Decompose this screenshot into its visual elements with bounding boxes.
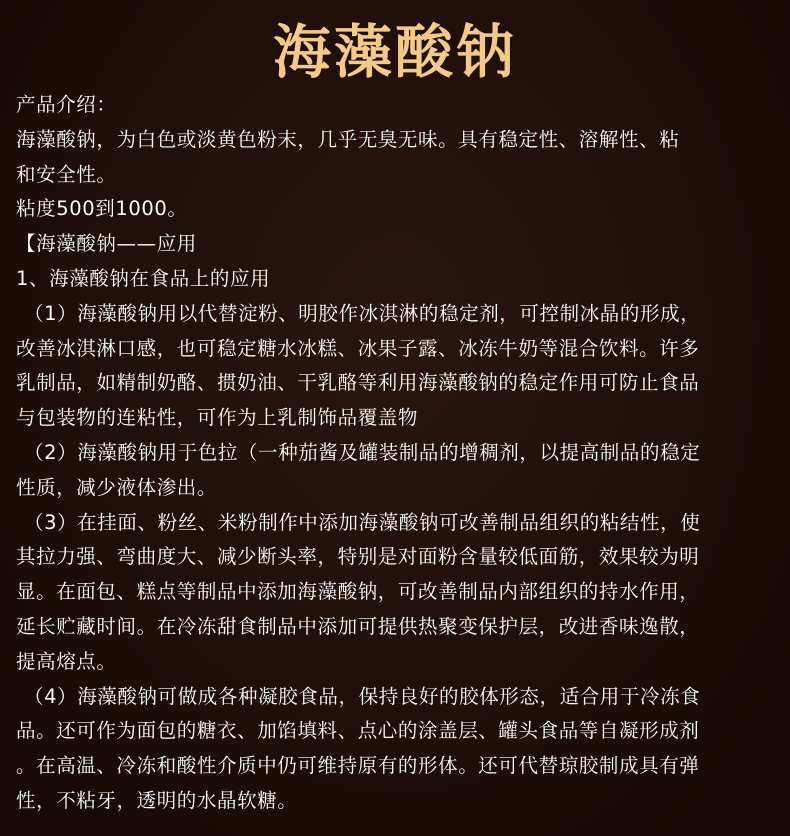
viscosity-line: 粘度500到1000。: [16, 197, 188, 221]
text-line: 与包装物的连粘性，可作为上乳制饰品覆盖物: [16, 406, 419, 430]
text-line: 性质，减少液体渗出。: [16, 475, 218, 499]
text-line: （3）在挂面、粉丝、米粉制作中添加海藻酸钠可改善制品组织的粘结性，使: [24, 510, 701, 534]
product-description: [16, 88, 776, 819]
text-line: 显。在面包、糕点等制品中添加海藻酸钠，可改善制品内部组织的持水作用，: [16, 580, 700, 604]
text-line: 延长贮藏时间。在冷冻甜食制品中添加可提供热聚变保护层，改进香味逸散，: [16, 614, 700, 638]
text-line: 品。还可作为面包的糖衣、加馅填料、点心的涂盖层、罐头食品等自凝形成剂: [16, 719, 700, 743]
text-line: 。在高温、冷冻和酸性介质中仍可维持原有的形体。还可代替琼胶制成具有弹: [16, 754, 700, 778]
text-line: （2）海藻酸钠用于色拉（一种茄酱及罐装制品的增稠剂，以提高制品的稳定: [24, 440, 701, 464]
text-line: 其拉力强、弯曲度大、减少断头率，特别是对面粉含量较低面筋，效果较为明: [16, 545, 700, 569]
text-line: 性，不粘牙，透明的水晶软糖。: [16, 788, 298, 812]
text-line: 乳制品，如精制奶酪、掼奶油、干乳酪等利用海藻酸钠的稳定作用可防止食品: [16, 371, 700, 395]
text-line: 改善冰淇淋口感，也可稳定糖水冰糕、冰果子露、冰冻牛奶等混合饮料。许多: [16, 336, 700, 360]
text-line: （1）海藻酸钠用以代替淀粉、明胶作冰淇淋的稳定剂，可控制冰晶的形成，: [24, 301, 701, 325]
page-title: 海藻酸钠: [272, 18, 517, 86]
section-heading-application: 【海藻酸钠——应用: [16, 232, 197, 256]
text-line: 提高熔点。: [16, 649, 117, 673]
section-heading-intro: 产品介绍：: [16, 93, 117, 116]
text-line: （4）海藻酸钠可做成各种凝胶食品，保持良好的胶体形态，适合用于冷冻食: [24, 684, 701, 708]
text-line: 海藻酸钠，为白色或淡黄色粉末，几乎无臭无味。具有稳定性、溶解性、粘: [16, 127, 680, 151]
text-line: 和安全性。: [16, 162, 117, 186]
subsection-heading-food: 1、海藻酸钠在食品上的应用: [16, 266, 271, 290]
